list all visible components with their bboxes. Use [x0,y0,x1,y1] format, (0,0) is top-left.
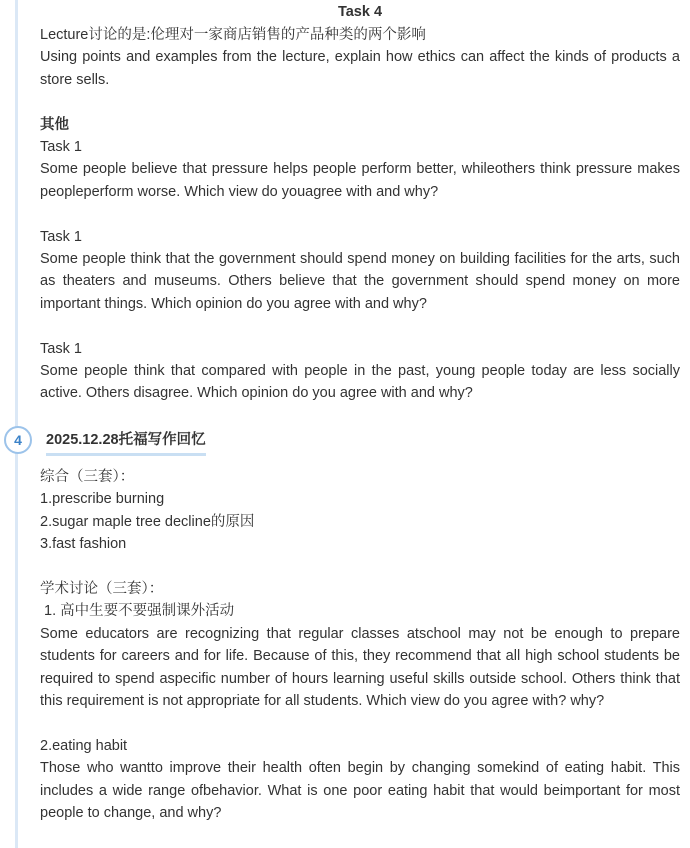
article-top [40,0,680,405]
academic-q2-title: 2.eating habit [40,737,128,754]
integrated-item: 2.sugar maple tree decline的原因 [40,513,255,530]
academic-q1-title: 1. 高中生要不要强制课外活动 [40,603,235,620]
item-text: Some people think that the government should spend money on building facilities for the arts, such as theaters and museums. Others believe that the government should spend money on more important things. Which opinion do you agree with and why? [40,251,680,312]
other-heading: 其他 [40,116,69,133]
item-label: Task 1 [40,228,82,245]
integrated-heading: 综合（三套）： [40,469,135,485]
item-label: Task 1 [40,340,82,357]
item-text: Some people think that compared with people in the past, young people today are less socially active. Others disagree. Which opinion do you agree with and why? [40,363,680,402]
task4-prompt: Using points and examples from the lecture, explain how ethics can affect the kinds of products a store sells. [40,49,680,88]
item-text: Some people believe that pressure helps people perform better, whileothers think pressure makes peopleperform worse. Which view do youagree with and why? [40,161,680,200]
lecture-line: Lecture讨论的是:伦理对一家商店销售的产品种类的两个影响 [40,27,426,43]
article-bottom [40,466,680,824]
task4-title: Task 4 [337,4,383,20]
item-label: Task 1 [40,139,82,156]
section-title: 2025.12.28托福写作回忆 [46,430,206,456]
integrated-item: 3.fast fashion [40,536,127,553]
section-header [0,424,690,458]
section-number-badge: 4 [4,426,32,454]
integrated-item: 1.prescribe burning [40,491,165,508]
academic-q1-text: Some educators are recognizing that regular classes atschool may not be enough to prepare students for careers and for life. Because of this, they recommend that all high school students be required to spend aspecific number of hours learning useful skills outside school. Others think that this requirement is not appropriate for all students. Which view do you agree with? why? [40,625,680,710]
academic-heading: 学术讨论（三套）： [40,581,164,598]
academic-q2-text: Those who wantto improve their health often begin by changing somekind of eating habit. This includes a wide range ofbehavior. What is one poor eating habit that would beimportant for most people to change, and why? [40,760,680,822]
